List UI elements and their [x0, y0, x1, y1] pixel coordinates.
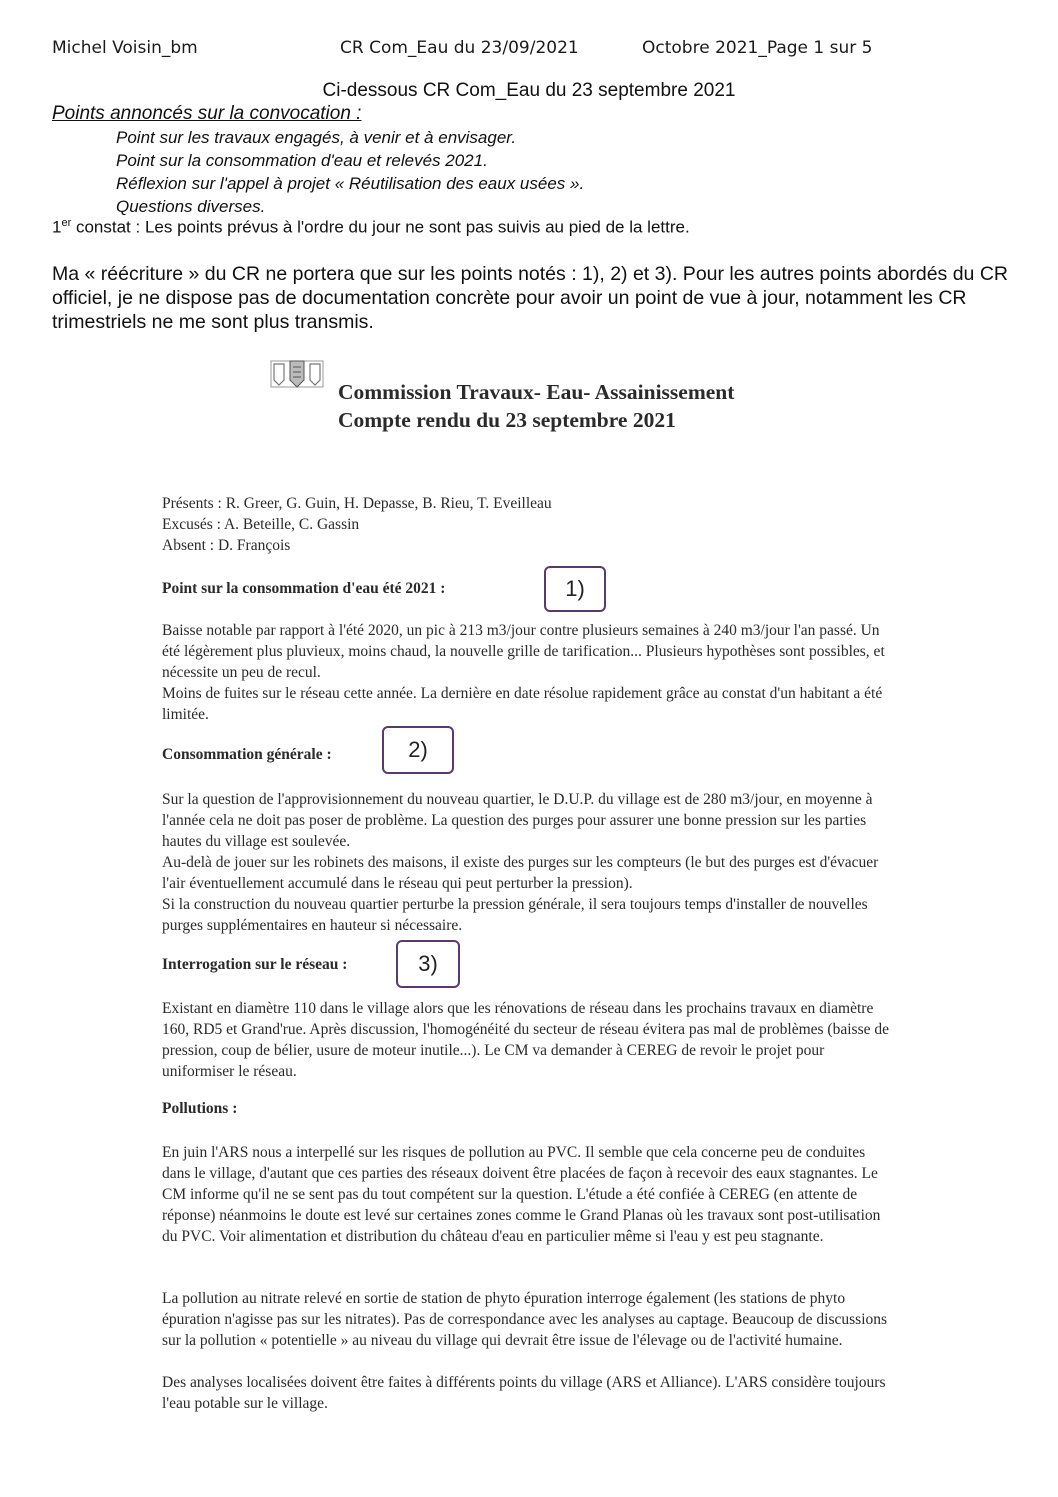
constat-text: constat : Les points prévus à l'ordre du jour ne sont pas suivis au pied de la lettre.	[71, 217, 690, 237]
header-page-number: Octobre 2021_Page 1 sur 5	[642, 38, 873, 58]
section-paragraph: Des analyses localisées doivent être faites à différents points du village (ARS et Alliance). L'ARS considère toujours l'eau potable sur le village.	[162, 1374, 886, 1412]
report-title	[338, 378, 734, 434]
report-subtitle-line: Compte rendu du 23 septembre 2021	[338, 408, 676, 432]
convocation-list	[116, 126, 584, 218]
coat-of-arms-icon	[270, 358, 324, 390]
intro-paragraph: Ma « réécriture » du CR ne portera que sur les points notés : 1), 2) et 3). Pour les autres points abordés du CR officiel, je ne dispose pas de documentation concrète pour avoir un point de vue à jour, notamment les CR trimestriels ne me sont plus transmis.	[52, 263, 1008, 333]
section-paragraph: La pollution au nitrate relevé en sortie de station de phyto épuration interroge également (les stations de phyto épuration n'agisse pas sur les nitrates). Pas de correspondance avec les analyses au captage. Beaucoup de discussions sur la pollution « potentielle » au niveau du village qui devrait être issue de l'élevage ou de l'activité humaine.	[162, 1290, 888, 1349]
convocation-item: Réflexion sur l'appel à projet « Réutilisation des eaux usées ».	[116, 174, 585, 193]
section-paragraph: Existant en diamètre 110 dans le village alors que les rénovations de réseau dans les prochains travaux en diamètre 160, RD5 et Grand'rue. Après discussion, l'homogénéité du secteur de réseau évitera pas mal de problèmes (baisse de pression, coup de bélier, usure de moteur inutile...). Le CM va demander à CEREG de revoir le projet pour uniformiser le réseau.	[162, 1000, 889, 1080]
section-paragraph: En juin l'ARS nous a interpellé sur les risques de pollution au PVC. Il semble que cela concerne peu de conduites dans le village, d'autant que ces parties des réseaux doivent être placées de façon à recevoir des eaux stagnantes. Le CM informe qu'il ne se sent pas du tout compétent sur la question. L'étude a été confiée à CEREG (en attente de réponse) néanmoins le doute est levé sur certaines zones comme le Grand Planas où les travaux sont post-utilisation du PVC. Voir alimentation et distribution du château d'eau en particulier même si l'eau y est peu stagnante.	[162, 1144, 881, 1245]
section-paragraph: Moins de fuites sur le réseau cette année. La dernière en date résolue rapidement grâce au constat d'un habitant a été limitée.	[162, 685, 883, 723]
section-paragraph: Sur la question de l'approvisionnement du nouveau quartier, le D.U.P. du village est de 280 m3/jour, en moyenne à l'année cela ne doit pas poser de problème. La question des purges pour assurer une bonne pression sur les parties hautes du village est soulevée.	[162, 791, 873, 850]
convocation-item: Point sur les travaux engagés, à venir et à envisager.	[116, 128, 517, 147]
constat-line	[52, 217, 690, 238]
point-badge-2: 2)	[382, 726, 454, 774]
section-heading-network: Interrogation sur le réseau :	[162, 956, 348, 973]
report-title-line: Commission Travaux- Eau- Assainissement	[338, 380, 735, 404]
convocation-item: Point sur la consommation d'eau et relevés 2021.	[116, 151, 488, 170]
convocation-heading: Points annoncés sur la convocation :	[52, 103, 362, 124]
section-heading-consumption-summer: Point sur la consommation d'eau été 2021 :	[162, 580, 446, 597]
attendance-absent: Absent : D. François	[162, 537, 291, 554]
section-paragraph: Si la construction du nouveau quartier perturbe la pression générale, il sera toujours temps d'installer de nouvelles purges supplémentaires en hauteur si nécessaire.	[162, 896, 868, 934]
attendance-present: Présents : R. Greer, G. Guin, H. Depasse, B. Rieu, T. Eveilleau	[162, 495, 552, 512]
header-document: CR Com_Eau du 23/09/2021	[340, 38, 579, 58]
constat-number: 1	[52, 217, 62, 237]
section-paragraph: Baisse notable par rapport à l'été 2020, un pic à 213 m3/jour contre plusieurs semaines à 240 m3/jour l'an passé. Un été légèrement plus pluvieux, moins chaud, la nouvelle grille de tarification... Plusieurs hypothèses sont possibles, et nécessite un peu de recul.	[162, 622, 885, 681]
attendance-list	[162, 493, 552, 556]
section-paragraph: Au-delà de jouer sur les robinets des maisons, il existe des purges sur les compteurs (le but des purges est d'évacuer l'air éventuellement accumulé dans le réseau qui peut perturber la pression).	[162, 854, 879, 892]
section-heading-general-consumption: Consommation générale :	[162, 746, 332, 763]
section-heading-pollutions: Pollutions :	[162, 1100, 238, 1117]
attendance-excused: Excusés : A. Beteille, C. Gassin	[162, 516, 360, 533]
header-author: Michel Voisin_bm	[52, 38, 198, 58]
point-badge-1: 1)	[544, 566, 606, 612]
scanned-report	[0, 350, 1058, 1497]
point-badge-3: 3)	[396, 940, 460, 988]
constat-superscript: er	[61, 217, 72, 229]
page-title: Ci-dessous CR Com_Eau du 23 septembre 2021	[322, 80, 736, 101]
convocation-item: Questions diverses.	[116, 197, 266, 216]
